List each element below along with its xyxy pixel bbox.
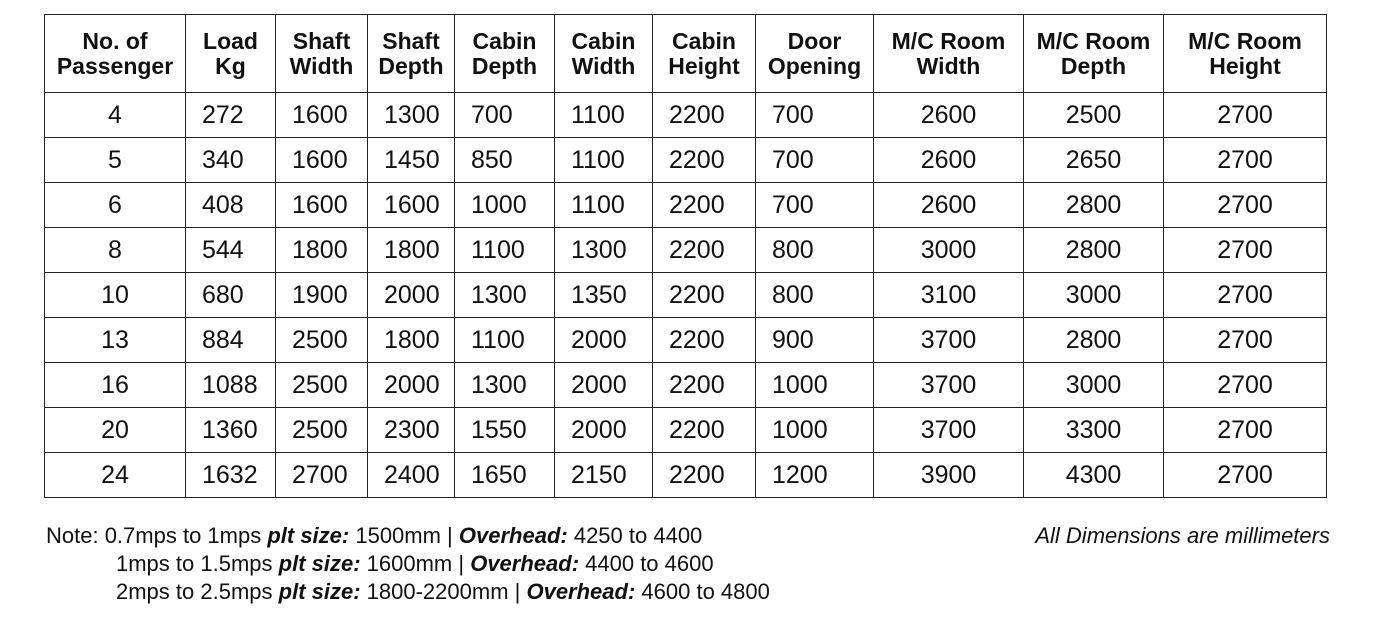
table-cell: 2700 <box>1164 318 1327 363</box>
column-header-line: M/C Room <box>1188 27 1302 54</box>
table-cell: 3700 <box>874 363 1024 408</box>
header-row <box>45 15 1327 93</box>
column-header-line: No. of <box>82 27 148 54</box>
table-cell: 2200 <box>653 93 756 138</box>
column-header <box>1164 15 1327 93</box>
table-cell: 2500 <box>276 318 368 363</box>
column-header-line: Shaft <box>292 27 351 54</box>
table-cell: 2700 <box>276 453 368 498</box>
table-cell: 1300 <box>368 93 455 138</box>
table-cell: 2200 <box>653 363 756 408</box>
table-cell: 1100 <box>555 138 653 183</box>
overhead-label: Overhead: <box>470 551 580 576</box>
table-cell: 20 <box>45 408 186 453</box>
column-header-line: Cabin <box>672 27 736 54</box>
table-cell: 1100 <box>555 93 653 138</box>
overhead-value: 4400 to 4600 <box>579 551 714 576</box>
table-cell: 6 <box>45 183 186 228</box>
table-cell: 1450 <box>368 138 455 183</box>
column-header-line: Cabin <box>472 27 537 54</box>
table-cell: 2200 <box>653 138 756 183</box>
column-header <box>45 15 186 93</box>
table-cell: 2200 <box>653 453 756 498</box>
table-cell: 3300 <box>1024 408 1164 453</box>
table-cell: 2500 <box>1024 93 1164 138</box>
table-cell: 408 <box>186 183 276 228</box>
column-header-line: M/C Room <box>891 27 1006 54</box>
table-row <box>45 228 1327 273</box>
units-note: All Dimensions are millimeters <box>1035 523 1330 548</box>
table-cell: 1800 <box>368 228 455 273</box>
note-line <box>46 578 770 606</box>
overhead-label: Overhead: <box>526 579 636 604</box>
column-header-line: Door <box>787 27 842 54</box>
plt-size-label: plt size: <box>278 579 361 604</box>
column-header-line: Width <box>916 52 981 79</box>
table-cell: 1000 <box>756 408 874 453</box>
table-cell: 2700 <box>1164 138 1327 183</box>
column-header-line: Shaft <box>382 27 440 54</box>
table-row <box>45 93 1327 138</box>
table-cell: 2500 <box>276 408 368 453</box>
table-cell: 13 <box>45 318 186 363</box>
table-cell: 700 <box>455 93 555 138</box>
column-header <box>276 15 368 93</box>
table-cell: 2600 <box>874 93 1024 138</box>
table-cell: 2200 <box>653 273 756 318</box>
table-cell: 1600 <box>276 93 368 138</box>
table-cell: 2200 <box>653 318 756 363</box>
table-cell: 8 <box>45 228 186 273</box>
table-cell: 700 <box>756 138 874 183</box>
column-header-line: Depth <box>471 52 538 79</box>
column-header <box>653 15 756 93</box>
table-cell: 3000 <box>1024 273 1164 318</box>
note-line <box>46 522 770 550</box>
table-row <box>45 318 1327 363</box>
table-cell: 1800 <box>276 228 368 273</box>
table-cell: 1000 <box>756 363 874 408</box>
column-header-line: Cabin <box>571 27 636 54</box>
table-cell: 2500 <box>276 363 368 408</box>
table-cell: 2650 <box>1024 138 1164 183</box>
column-header-line: Load <box>203 27 258 54</box>
table-cell: 2800 <box>1024 228 1164 273</box>
column-header-line: Width <box>571 52 636 79</box>
table-cell: 1088 <box>186 363 276 408</box>
column-header-line: Depth <box>378 52 444 79</box>
table-cell: 2700 <box>1164 273 1327 318</box>
table-cell: 800 <box>756 273 874 318</box>
table-row <box>45 138 1327 183</box>
overhead-label: Overhead: <box>458 523 568 548</box>
table-cell: 2300 <box>368 408 455 453</box>
table-cell: 3700 <box>874 408 1024 453</box>
table-cell: 680 <box>186 273 276 318</box>
table-cell: 800 <box>756 228 874 273</box>
table-cell: 2400 <box>368 453 455 498</box>
column-header <box>874 15 1024 93</box>
table-cell: 700 <box>756 93 874 138</box>
plt-size-value: 1800-2200mm | <box>360 579 527 604</box>
table-cell: 2200 <box>653 228 756 273</box>
table-row <box>45 453 1327 498</box>
table-body <box>45 93 1327 498</box>
table-cell: 884 <box>186 318 276 363</box>
table-cell: 2700 <box>1164 408 1327 453</box>
table-cell: 24 <box>45 453 186 498</box>
table-cell: 3700 <box>874 318 1024 363</box>
overhead-value: 4250 to 4400 <box>567 523 703 548</box>
table-cell: 1100 <box>555 183 653 228</box>
column-header <box>555 15 653 93</box>
column-header-line: Depth <box>1060 52 1127 79</box>
table-cell: 2000 <box>555 363 653 408</box>
table-cell: 3100 <box>874 273 1024 318</box>
note-prefix: 2mps to 2.5mps <box>116 579 279 604</box>
table-cell: 1100 <box>455 228 555 273</box>
table-cell: 2700 <box>1164 363 1327 408</box>
table-cell: 1300 <box>455 363 555 408</box>
table-cell: 1100 <box>455 318 555 363</box>
table-cell: 2700 <box>1164 183 1327 228</box>
table-row <box>45 363 1327 408</box>
column-header <box>455 15 555 93</box>
table-row <box>45 273 1327 318</box>
table-cell: 2800 <box>1024 183 1164 228</box>
column-header-line: Kg <box>215 52 246 79</box>
table-cell: 900 <box>756 318 874 363</box>
column-header <box>368 15 455 93</box>
plt-size-label: plt size: <box>278 551 361 576</box>
table-cell: 1360 <box>186 408 276 453</box>
note-line <box>46 550 770 578</box>
column-header <box>756 15 874 93</box>
table-cell: 2000 <box>368 273 455 318</box>
table-cell: 1632 <box>186 453 276 498</box>
table-cell: 1300 <box>555 228 653 273</box>
table-cell: 1000 <box>455 183 555 228</box>
column-header-line: Height <box>1209 52 1281 79</box>
table-cell: 272 <box>186 93 276 138</box>
column-header-line: Height <box>668 52 740 79</box>
plt-size-label: plt size: <box>267 523 350 548</box>
table-cell: 1800 <box>368 318 455 363</box>
column-header <box>1024 15 1164 93</box>
table-cell: 340 <box>186 138 276 183</box>
table-cell: 2700 <box>1164 93 1327 138</box>
column-header-line: Width <box>289 52 354 79</box>
table-cell: 1300 <box>455 273 555 318</box>
table-cell: 1650 <box>455 453 555 498</box>
table-cell: 2000 <box>555 318 653 363</box>
table-cell: 2150 <box>555 453 653 498</box>
table-cell: 544 <box>186 228 276 273</box>
table-cell: 1900 <box>276 273 368 318</box>
table-cell: 2000 <box>555 408 653 453</box>
plt-size-value: 1500mm | <box>349 523 459 548</box>
column-header-line: M/C Room <box>1036 27 1151 54</box>
table-cell: 3900 <box>874 453 1024 498</box>
table-cell: 700 <box>756 183 874 228</box>
table-cell: 1600 <box>276 183 368 228</box>
table-cell: 10 <box>45 273 186 318</box>
note-prefix: 1mps to 1.5mps <box>116 551 279 576</box>
table-cell: 1600 <box>368 183 455 228</box>
plt-size-value: 1600mm | <box>360 551 471 576</box>
overhead-value: 4600 to 4800 <box>635 579 770 604</box>
elevator-spec-table <box>44 14 1327 498</box>
table-cell: 4300 <box>1024 453 1164 498</box>
table-cell: 850 <box>455 138 555 183</box>
table-cell: 2600 <box>874 138 1024 183</box>
table-cell: 3000 <box>1024 363 1164 408</box>
table-cell: 2800 <box>1024 318 1164 363</box>
table-row <box>45 183 1327 228</box>
table-header <box>45 15 1327 93</box>
table-cell: 3000 <box>874 228 1024 273</box>
table-cell: 2000 <box>368 363 455 408</box>
table-cell: 1350 <box>555 273 653 318</box>
table-cell: 1600 <box>276 138 368 183</box>
table-cell: 4 <box>45 93 186 138</box>
table-cell: 2600 <box>874 183 1024 228</box>
table-cell: 2200 <box>653 183 756 228</box>
table-cell: 2200 <box>653 408 756 453</box>
note-prefix: Note: 0.7mps to 1mps <box>46 523 268 548</box>
column-header-line: Passenger <box>56 52 174 79</box>
table-cell: 2700 <box>1164 228 1327 273</box>
column-header <box>186 15 276 93</box>
table-cell: 2700 <box>1164 453 1327 498</box>
table-cell: 1550 <box>455 408 555 453</box>
table-cell: 1200 <box>756 453 874 498</box>
speed-notes <box>46 522 770 606</box>
table-row <box>45 408 1327 453</box>
table-cell: 16 <box>45 363 186 408</box>
table-cell: 5 <box>45 138 186 183</box>
column-header-line: Opening <box>767 52 862 79</box>
